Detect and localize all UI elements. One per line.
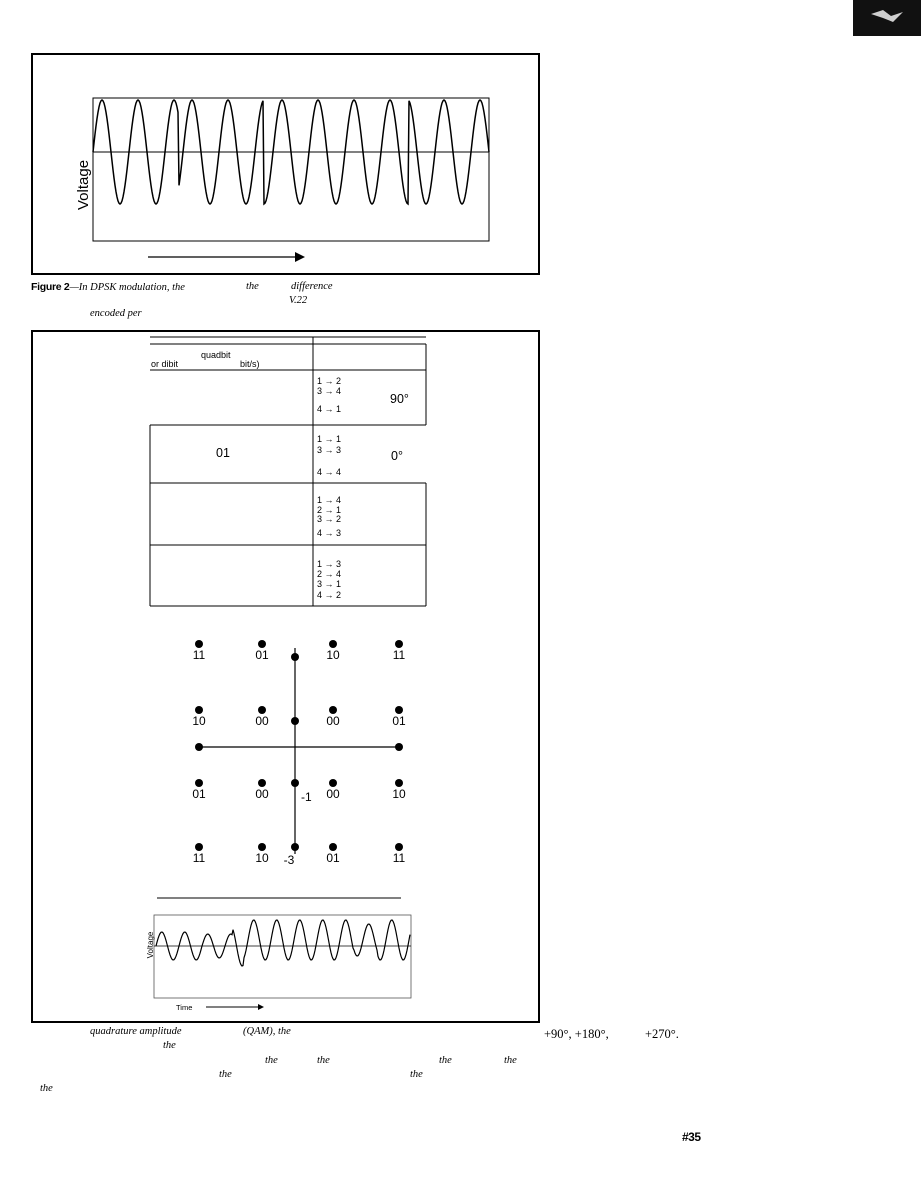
qam-waveform — [156, 920, 410, 966]
constellation-label: 00 — [255, 714, 269, 728]
constellation-label: 10 — [326, 648, 340, 662]
row3-transition: 4 → 3 — [317, 528, 342, 538]
constellation-point — [329, 706, 337, 714]
constellation-point — [258, 706, 266, 714]
qam-x-label: Time — [176, 1003, 193, 1012]
text-fragment: quadrature amplitude — [90, 1026, 182, 1037]
text-fragment: the — [410, 1069, 423, 1080]
constellation-label: 11 — [192, 851, 206, 865]
row4-transition: 4 → 2 — [317, 590, 342, 600]
figure-2-caption-lead: Figure 2 — [31, 281, 70, 293]
table-header-bits: bit/s) — [240, 359, 260, 369]
text-fragment: (QAM), the — [243, 1026, 291, 1037]
constellation-label: 11 — [192, 648, 206, 662]
figure-2-y-label: Voltage — [75, 159, 92, 211]
constellation-point — [329, 779, 337, 787]
constellation-label: 10 — [392, 787, 406, 801]
row2-transition: 4 → 4 — [317, 467, 342, 477]
constellation-point — [329, 843, 337, 851]
text-fragment: the — [265, 1055, 278, 1066]
axis-label-minus-3: -3 — [283, 853, 295, 867]
constellation-point — [195, 843, 203, 851]
constellation-point — [395, 843, 403, 851]
text-fragment: the — [163, 1040, 176, 1051]
row2-phase: 0° — [391, 449, 403, 463]
text-fragment: the — [317, 1055, 330, 1066]
constellation-label: 00 — [326, 787, 340, 801]
constellation-point — [195, 640, 203, 648]
figure-2-caption-line-1 — [31, 281, 185, 293]
text-fragment: the — [219, 1069, 232, 1080]
row4-transition: 2 → 4 — [317, 569, 342, 579]
caption-fragment: encoded per — [90, 308, 142, 319]
constellation-point — [195, 779, 203, 787]
constellation-point — [395, 706, 403, 714]
constellation-label: 01 — [326, 851, 340, 865]
constellation-axis-point — [291, 653, 299, 661]
constellation-label: 00 — [255, 787, 269, 801]
row1-transition: 4 → 1 — [317, 404, 342, 414]
constellation-point — [329, 640, 337, 648]
constellation-label: 01 — [192, 787, 206, 801]
constellation-point — [258, 779, 266, 787]
row3-transition: 3 → 2 — [317, 514, 342, 524]
figure-2-frame — [31, 53, 540, 275]
table-header-dibit: or dibit — [151, 359, 179, 369]
table-header-quadbit: quadbit — [201, 350, 231, 360]
caption-fragment: difference — [291, 281, 333, 292]
row1-transition: 3 → 4 — [317, 386, 342, 396]
text-fragment: the — [439, 1055, 452, 1066]
row1-phase: 90° — [390, 392, 409, 406]
phase-table — [150, 337, 426, 606]
row2-dibit: 01 — [216, 446, 230, 460]
constellation-point — [195, 706, 203, 714]
caption-fragment: V.22 — [289, 295, 308, 306]
constellation-axis-point — [291, 843, 299, 851]
constellation-axis-point — [291, 779, 299, 787]
row2-transition: 3 → 3 — [317, 445, 342, 455]
constellation-point — [258, 843, 266, 851]
corner-tab-mark — [853, 0, 921, 36]
text-fragment: the — [504, 1055, 517, 1066]
constellation-point — [395, 640, 403, 648]
row3-transition: 2 → 1 — [317, 505, 342, 515]
text-fragment: the — [40, 1083, 53, 1094]
page-number: #35 — [682, 1130, 701, 1144]
constellation-label: 01 — [392, 714, 406, 728]
constellation-axis-point — [291, 717, 299, 725]
row1-transition: 1 → 2 — [317, 376, 342, 386]
row4-transition: 1 → 3 — [317, 559, 342, 569]
row3-transition: 1 → 4 — [317, 495, 342, 505]
phase-list-fragment: +90°, +180°, — [544, 1027, 609, 1041]
constellation-points — [192, 640, 406, 865]
constellation-label: 10 — [255, 851, 269, 865]
row4-transition: 3 → 1 — [317, 579, 342, 589]
caption-fragment: —In DPSK modulation, the — [69, 282, 185, 293]
constellation-point — [258, 640, 266, 648]
constellation-label: 00 — [326, 714, 340, 728]
qam-y-label: Voltage — [146, 931, 155, 959]
constellation-label: 10 — [192, 714, 206, 728]
caption-fragment: the — [246, 281, 259, 292]
constellation-label: 11 — [392, 851, 406, 865]
constellation-label: 11 — [392, 648, 406, 662]
constellation-axes — [199, 648, 399, 854]
phase-list-fragment: +270°. — [645, 1027, 679, 1041]
row2-transition: 1 → 1 — [317, 434, 342, 444]
axis-label-minus-1: -1 — [301, 790, 312, 804]
constellation-point — [395, 779, 403, 787]
constellation-label: 01 — [255, 648, 269, 662]
figure-3-frame — [31, 330, 540, 1023]
